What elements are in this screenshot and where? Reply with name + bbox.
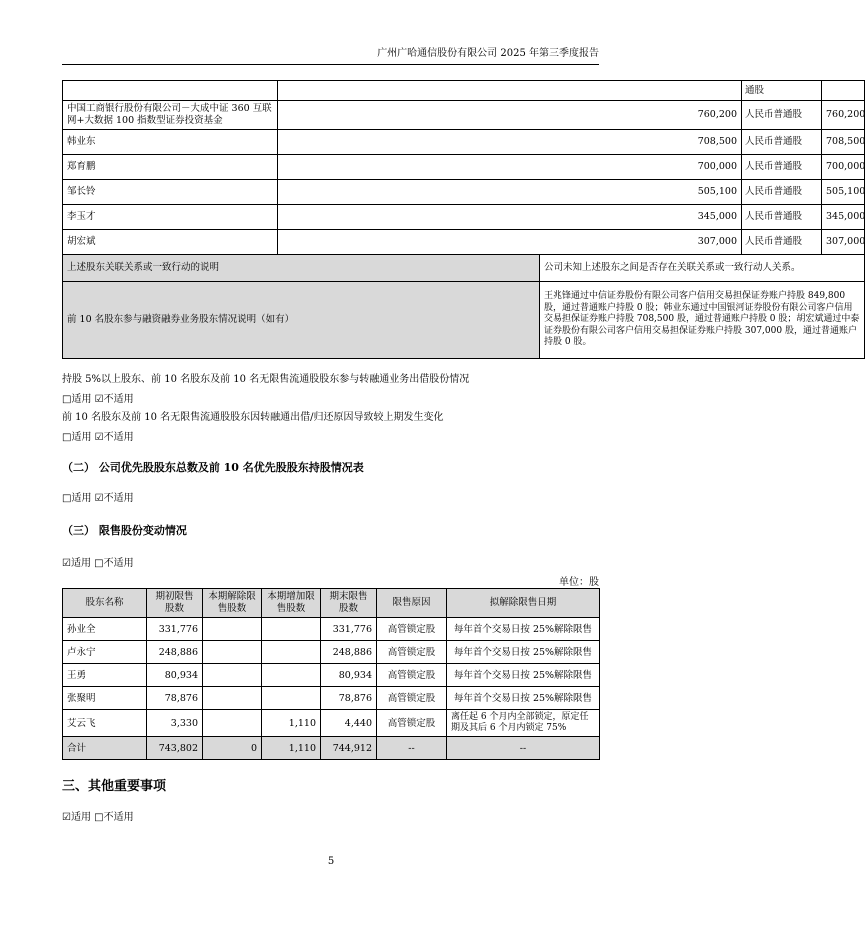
- end-restricted: 4,440: [321, 710, 377, 737]
- section-other-matters-title: 三、其他重要事项: [62, 779, 167, 794]
- share-type: 人民币普通股: [742, 130, 822, 155]
- released-restricted: [203, 664, 262, 687]
- table-row: [63, 618, 600, 641]
- added-restricted: 1,110: [262, 710, 321, 737]
- share-qty: 345,000: [822, 205, 865, 230]
- holder-name: 孙业全: [63, 618, 147, 641]
- released-restricted: [203, 618, 262, 641]
- header-cell: 限售原因: [377, 589, 447, 618]
- table-row: [63, 180, 865, 205]
- lending-applicability: □适用 ☑不适用: [62, 394, 134, 405]
- table-row: [63, 130, 865, 155]
- shareholder-name: 郑育鹏: [63, 155, 278, 180]
- start-restricted: 3,330: [147, 710, 203, 737]
- release-date: 每年首个交易日按 25%解除限售: [447, 687, 600, 710]
- total-label: 合计: [63, 737, 147, 760]
- other-matters-applicability: ☑适用 □不适用: [62, 812, 134, 823]
- share-type: 人民币普通股: [742, 180, 822, 205]
- lending-note: 持股 5%以上股东、前 10 名股东及前 10 名无限售流通股股东参与转融通业务出借股份情况: [62, 374, 470, 385]
- share-qty: 700,000: [822, 155, 865, 180]
- restricted-applicability: ☑适用 □不适用: [62, 558, 134, 569]
- header-cell: 拟解除限售日期: [447, 589, 600, 618]
- change-note: 前 10 名股东及前 10 名无限售流通股股东因转融通出借/归还原因导致较上期发生变化: [62, 412, 444, 423]
- table-row: [63, 282, 865, 359]
- table-row: [63, 205, 865, 230]
- start-restricted: 80,934: [147, 664, 203, 687]
- shares-held: 345,000: [278, 205, 742, 230]
- restriction-reason: 高管锁定股: [377, 710, 447, 737]
- table-row: [63, 255, 865, 282]
- total-added: 1,110: [262, 737, 321, 760]
- share-qty: 505,100: [822, 180, 865, 205]
- header-cell: 本期增加限售股数: [262, 589, 321, 618]
- release-date: 每年首个交易日按 25%解除限售: [447, 641, 600, 664]
- preferred-applicability: □适用 ☑不适用: [62, 493, 134, 504]
- table-row: [63, 710, 600, 737]
- shareholder-name: 李玉才: [63, 205, 278, 230]
- release-date: 每年首个交易日按 25%解除限售: [447, 618, 600, 641]
- release-date: 离任起 6 个月内全部锁定，原定任期及其后 6 个月内锁定 75%: [447, 710, 600, 737]
- share-type: 人民币普通股: [742, 101, 822, 130]
- restricted-shares-table: [62, 588, 600, 760]
- total-end: 744,912: [321, 737, 377, 760]
- release-date: 每年首个交易日按 25%解除限售: [447, 664, 600, 687]
- total-start: 743,802: [147, 737, 203, 760]
- added-restricted: [262, 687, 321, 710]
- page-number: 5: [327, 856, 335, 867]
- shareholder-name: 邹长铃: [63, 180, 278, 205]
- holder-name: 张聚明: [63, 687, 147, 710]
- table-row: [63, 230, 865, 255]
- shareholder-name: 中国工商银行股份有限公司－大成中证 360 互联网+大数据 100 指数型证券投资基金: [63, 101, 278, 130]
- end-restricted: 248,886: [321, 641, 377, 664]
- restriction-reason: 高管锁定股: [377, 687, 447, 710]
- restriction-reason: 高管锁定股: [377, 641, 447, 664]
- released-restricted: [203, 710, 262, 737]
- start-restricted: 331,776: [147, 618, 203, 641]
- table-total-row: [63, 737, 600, 760]
- shares-held: 760,200: [278, 101, 742, 130]
- share-type: 人民币普通股: [742, 155, 822, 180]
- holder-name: 艾云飞: [63, 710, 147, 737]
- section-preferred-shares-title: （二） 公司优先股股东总数及前 10 名优先股股东持股情况表: [62, 461, 364, 474]
- relation-text: 公司未知上述股东之间是否存在关联关系或一致行动人关系。: [540, 255, 865, 282]
- released-restricted: [203, 687, 262, 710]
- header-cell: 本期解除限售股数: [203, 589, 262, 618]
- table-row: [63, 155, 865, 180]
- page-header: 广州广哈通信股份有限公司 2025 年第三季度报告: [377, 48, 599, 59]
- header-divider: [62, 64, 599, 65]
- shareholder-name: 胡宏斌: [63, 230, 278, 255]
- end-restricted: 331,776: [321, 618, 377, 641]
- margin-trading-text: 王兆锋通过中信证券股份有限公司客户信用交易担保证券账户持股 849,800 股，通过普通账户持股 0 股；韩业东通过中国银河证券股份有限公司客户信用交易担保证券账户持股 708,500 股，通过普通账户持股 0 股；胡宏斌通过中泰证券股份有限公司客户信用交易担保证券账户持股 307,000 股，通过普通账户持股 0 股。: [540, 282, 865, 359]
- table-row: [63, 687, 600, 710]
- table-row: [63, 81, 865, 101]
- top10-unrestricted-shareholders-table: [62, 80, 865, 359]
- share-qty: 708,500: [822, 130, 865, 155]
- released-restricted: [203, 641, 262, 664]
- holder-name: 王勇: [63, 664, 147, 687]
- header-cell: 期初限售股数: [147, 589, 203, 618]
- table-row: [63, 641, 600, 664]
- end-restricted: 80,934: [321, 664, 377, 687]
- shares-held: 708,500: [278, 130, 742, 155]
- start-restricted: 248,886: [147, 641, 203, 664]
- relation-label: 上述股东关联关系或一致行动的说明: [63, 255, 540, 282]
- header-cell: 股东名称: [63, 589, 147, 618]
- holder-name: 卢永宁: [63, 641, 147, 664]
- share-type: 人民币普通股: [742, 205, 822, 230]
- table-row: [63, 664, 600, 687]
- total-reason: --: [377, 737, 447, 760]
- end-restricted: 78,876: [321, 687, 377, 710]
- change-applicability: □适用 ☑不适用: [62, 432, 134, 443]
- table-header-row: [63, 589, 600, 618]
- added-restricted: [262, 641, 321, 664]
- start-restricted: 78,876: [147, 687, 203, 710]
- shares-held: 505,100: [278, 180, 742, 205]
- restriction-reason: 高管锁定股: [377, 618, 447, 641]
- margin-trading-label: 前 10 名股东参与融资融券业务股东情况说明（如有）: [63, 282, 540, 359]
- unit-label: 单位：股: [559, 577, 599, 588]
- restriction-reason: 高管锁定股: [377, 664, 447, 687]
- total-date: --: [447, 737, 600, 760]
- shareholder-name: 韩业东: [63, 130, 278, 155]
- shares-held: 700,000: [278, 155, 742, 180]
- share-type: 人民币普通股: [742, 230, 822, 255]
- share-qty: 307,000: [822, 230, 865, 255]
- total-released: 0: [203, 737, 262, 760]
- currency-cell: 通股: [742, 81, 822, 101]
- shares-held: 307,000: [278, 230, 742, 255]
- share-qty: 760,200: [822, 101, 865, 130]
- table-row: [63, 101, 865, 130]
- added-restricted: [262, 618, 321, 641]
- added-restricted: [262, 664, 321, 687]
- section-restricted-title: （三） 限售股份变动情况: [62, 524, 187, 537]
- header-cell: 期末限售股数: [321, 589, 377, 618]
